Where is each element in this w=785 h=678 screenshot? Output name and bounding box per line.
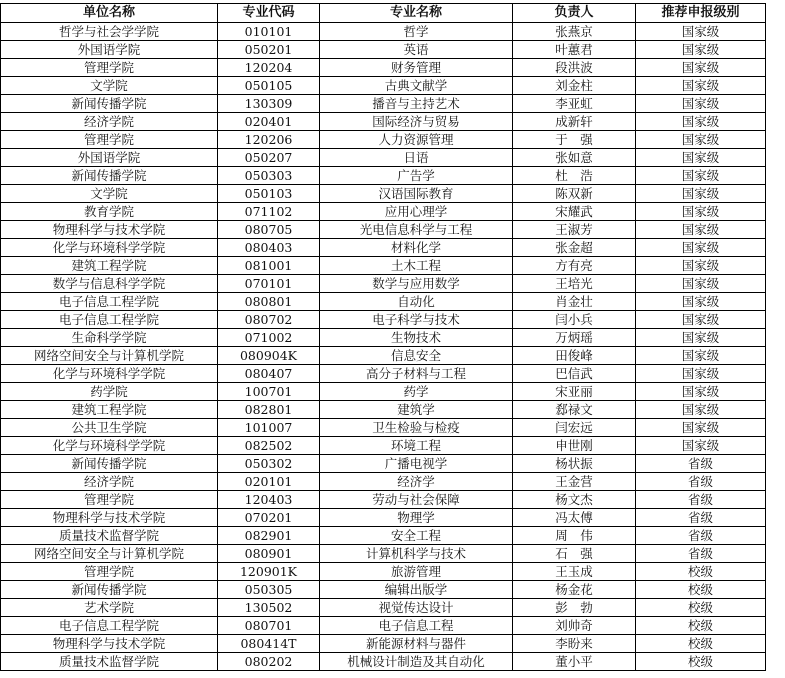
person-in-charge-cell: 冯太傅 — [513, 509, 636, 527]
major-name-cell: 哲学 — [320, 23, 513, 41]
major-code-cell: 070201 — [218, 509, 320, 527]
recommended-level-cell: 国家级 — [636, 203, 766, 221]
table-row — [1, 617, 766, 635]
recommended-level-cell: 国家级 — [636, 239, 766, 257]
major-name-cell: 劳动与社会保障 — [320, 491, 513, 509]
major-name-cell: 电子科学与技术 — [320, 311, 513, 329]
major-name-cell: 电子信息工程 — [320, 617, 513, 635]
table-row — [1, 563, 766, 581]
table-row — [1, 437, 766, 455]
table-row — [1, 401, 766, 419]
recommended-level-cell: 省级 — [636, 509, 766, 527]
recommended-level-cell: 国家级 — [636, 293, 766, 311]
major-name-cell: 汉语国际教育 — [320, 185, 513, 203]
person-in-charge-cell: 张如意 — [513, 149, 636, 167]
unit-name-cell: 文学院 — [1, 185, 218, 203]
table-row — [1, 329, 766, 347]
major-code-cell: 080702 — [218, 311, 320, 329]
table-row — [1, 491, 766, 509]
major-code-cell: 082502 — [218, 437, 320, 455]
major-name-cell: 广播电视学 — [320, 455, 513, 473]
major-code-cell: 080801 — [218, 293, 320, 311]
major-code-cell: 071102 — [218, 203, 320, 221]
major-name-cell: 计算机科学与技术 — [320, 545, 513, 563]
unit-name-cell: 化学与环境科学学院 — [1, 365, 218, 383]
table-row — [1, 635, 766, 653]
recommended-level-cell: 国家级 — [636, 401, 766, 419]
major-name-cell: 生物技术 — [320, 329, 513, 347]
major-name-cell: 国际经济与贸易 — [320, 113, 513, 131]
major-code-cell: 082901 — [218, 527, 320, 545]
recommended-level-cell: 国家级 — [636, 23, 766, 41]
recommended-level-cell: 国家级 — [636, 59, 766, 77]
person-in-charge-cell: 陈双新 — [513, 185, 636, 203]
person-in-charge-cell: 郄禄文 — [513, 401, 636, 419]
table-row — [1, 77, 766, 95]
unit-name-cell: 质量技术监督学院 — [1, 653, 218, 671]
unit-name-cell: 管理学院 — [1, 563, 218, 581]
recommended-level-cell: 国家级 — [636, 311, 766, 329]
table-row — [1, 239, 766, 257]
major-name-cell: 环境工程 — [320, 437, 513, 455]
recommended-level-cell: 省级 — [636, 473, 766, 491]
table-row — [1, 419, 766, 437]
person-in-charge-cell: 万炳瑶 — [513, 329, 636, 347]
recommended-level-cell: 校级 — [636, 635, 766, 653]
unit-name-cell: 哲学与社会学学院 — [1, 23, 218, 41]
recommended-level-cell: 省级 — [636, 491, 766, 509]
major-code-cell: 050201 — [218, 41, 320, 59]
major-name-cell: 药学 — [320, 383, 513, 401]
major-name-cell: 财务管理 — [320, 59, 513, 77]
major-name-cell: 卫生检验与检疫 — [320, 419, 513, 437]
major-code-cell: 050105 — [218, 77, 320, 95]
person-in-charge-cell: 闫小兵 — [513, 311, 636, 329]
major-code-cell: 080202 — [218, 653, 320, 671]
recommended-level-cell: 国家级 — [636, 77, 766, 95]
person-in-charge-cell: 王玉成 — [513, 563, 636, 581]
major-code-cell: 050103 — [218, 185, 320, 203]
table-row — [1, 581, 766, 599]
recommended-level-cell: 校级 — [636, 599, 766, 617]
unit-name-cell: 经济学院 — [1, 113, 218, 131]
major-code-cell: 020101 — [218, 473, 320, 491]
person-in-charge-cell: 于 强 — [513, 131, 636, 149]
person-in-charge-cell: 刘金柱 — [513, 77, 636, 95]
recommended-level-cell: 国家级 — [636, 275, 766, 293]
major-name-cell: 编辑出版学 — [320, 581, 513, 599]
unit-name-cell: 艺术学院 — [1, 599, 218, 617]
unit-name-cell: 质量技术监督学院 — [1, 527, 218, 545]
major-name-cell: 数学与应用数学 — [320, 275, 513, 293]
table-body — [1, 23, 766, 671]
major-code-cell: 120901K — [218, 563, 320, 581]
unit-name-cell: 电子信息工程学院 — [1, 311, 218, 329]
person-in-charge-cell: 段洪波 — [513, 59, 636, 77]
unit-name-cell: 物理科学与技术学院 — [1, 509, 218, 527]
table-row — [1, 95, 766, 113]
person-in-charge-cell: 刘帅奇 — [513, 617, 636, 635]
recommended-level-cell: 省级 — [636, 527, 766, 545]
major-name-cell: 信息安全 — [320, 347, 513, 365]
header-unit-name: 单位名称 — [1, 4, 218, 23]
unit-name-cell: 建筑工程学院 — [1, 401, 218, 419]
table-header-row — [1, 4, 766, 23]
unit-name-cell: 数学与信息科学学院 — [1, 275, 218, 293]
person-in-charge-cell: 李亚虹 — [513, 95, 636, 113]
table-row — [1, 41, 766, 59]
major-code-cell: 050207 — [218, 149, 320, 167]
major-code-cell: 081001 — [218, 257, 320, 275]
recommended-level-cell: 国家级 — [636, 113, 766, 131]
major-name-cell: 古典文献学 — [320, 77, 513, 95]
unit-name-cell: 管理学院 — [1, 59, 218, 77]
person-in-charge-cell: 杜 浩 — [513, 167, 636, 185]
person-in-charge-cell: 叶蕙君 — [513, 41, 636, 59]
unit-name-cell: 化学与环境科学学院 — [1, 239, 218, 257]
table-row — [1, 59, 766, 77]
recommended-level-cell: 国家级 — [636, 365, 766, 383]
recommended-level-cell: 国家级 — [636, 437, 766, 455]
recommended-level-cell: 国家级 — [636, 185, 766, 203]
unit-name-cell: 新闻传播学院 — [1, 167, 218, 185]
major-name-cell: 光电信息科学与工程 — [320, 221, 513, 239]
table-row — [1, 599, 766, 617]
table-row — [1, 23, 766, 41]
table-row — [1, 509, 766, 527]
major-code-cell: 050302 — [218, 455, 320, 473]
major-name-cell: 播音与主持艺术 — [320, 95, 513, 113]
document-page — [0, 3, 766, 671]
recommended-level-cell: 校级 — [636, 653, 766, 671]
person-in-charge-cell: 成新轩 — [513, 113, 636, 131]
unit-name-cell: 物理科学与技术学院 — [1, 635, 218, 653]
major-name-cell: 自动化 — [320, 293, 513, 311]
unit-name-cell: 外国语学院 — [1, 149, 218, 167]
table-row — [1, 275, 766, 293]
recommendation-table — [0, 3, 766, 671]
table-row — [1, 221, 766, 239]
recommended-level-cell: 省级 — [636, 455, 766, 473]
major-code-cell: 120204 — [218, 59, 320, 77]
table-row — [1, 185, 766, 203]
major-code-cell: 020401 — [218, 113, 320, 131]
table-row — [1, 149, 766, 167]
recommended-level-cell: 校级 — [636, 617, 766, 635]
major-name-cell: 视觉传达设计 — [320, 599, 513, 617]
major-name-cell: 材料化学 — [320, 239, 513, 257]
major-name-cell: 建筑学 — [320, 401, 513, 419]
major-name-cell: 经济学 — [320, 473, 513, 491]
table-row — [1, 383, 766, 401]
table-row — [1, 527, 766, 545]
person-in-charge-cell: 石 强 — [513, 545, 636, 563]
table-row — [1, 455, 766, 473]
recommended-level-cell: 国家级 — [636, 95, 766, 113]
unit-name-cell: 药学院 — [1, 383, 218, 401]
major-code-cell: 080705 — [218, 221, 320, 239]
major-name-cell: 机械设计制造及其自动化 — [320, 653, 513, 671]
major-code-cell: 120206 — [218, 131, 320, 149]
person-in-charge-cell: 李盼来 — [513, 635, 636, 653]
person-in-charge-cell: 王淑芳 — [513, 221, 636, 239]
recommended-level-cell: 国家级 — [636, 383, 766, 401]
unit-name-cell: 网络空间安全与计算机学院 — [1, 545, 218, 563]
major-code-cell: 100701 — [218, 383, 320, 401]
major-name-cell: 日语 — [320, 149, 513, 167]
person-in-charge-cell: 巴信武 — [513, 365, 636, 383]
header-major-code: 专业代码 — [218, 4, 320, 23]
recommended-level-cell: 国家级 — [636, 257, 766, 275]
major-name-cell: 旅游管理 — [320, 563, 513, 581]
table-row — [1, 347, 766, 365]
person-in-charge-cell: 张金超 — [513, 239, 636, 257]
major-code-cell: 101007 — [218, 419, 320, 437]
unit-name-cell: 新闻传播学院 — [1, 95, 218, 113]
person-in-charge-cell: 杨状振 — [513, 455, 636, 473]
person-in-charge-cell: 田俊峰 — [513, 347, 636, 365]
major-code-cell: 070101 — [218, 275, 320, 293]
table-row — [1, 131, 766, 149]
table-row — [1, 653, 766, 671]
unit-name-cell: 新闻传播学院 — [1, 581, 218, 599]
unit-name-cell: 物理科学与技术学院 — [1, 221, 218, 239]
unit-name-cell: 化学与环境科学学院 — [1, 437, 218, 455]
header-person-in-charge: 负责人 — [513, 4, 636, 23]
header-recommended-level: 推荐申报级别 — [636, 4, 766, 23]
major-code-cell: 010101 — [218, 23, 320, 41]
major-name-cell: 人力资源管理 — [320, 131, 513, 149]
table-row — [1, 203, 766, 221]
unit-name-cell: 公共卫生学院 — [1, 419, 218, 437]
person-in-charge-cell: 张燕京 — [513, 23, 636, 41]
major-code-cell: 071002 — [218, 329, 320, 347]
unit-name-cell: 外国语学院 — [1, 41, 218, 59]
person-in-charge-cell: 董小平 — [513, 653, 636, 671]
recommended-level-cell: 国家级 — [636, 221, 766, 239]
recommended-level-cell: 国家级 — [636, 347, 766, 365]
table-row — [1, 365, 766, 383]
major-name-cell: 应用心理学 — [320, 203, 513, 221]
recommended-level-cell: 校级 — [636, 563, 766, 581]
major-name-cell: 物理学 — [320, 509, 513, 527]
table-row — [1, 473, 766, 491]
unit-name-cell: 电子信息工程学院 — [1, 617, 218, 635]
table-row — [1, 257, 766, 275]
unit-name-cell: 网络空间安全与计算机学院 — [1, 347, 218, 365]
major-code-cell: 082801 — [218, 401, 320, 419]
major-name-cell: 安全工程 — [320, 527, 513, 545]
major-code-cell: 050303 — [218, 167, 320, 185]
person-in-charge-cell: 肖金壮 — [513, 293, 636, 311]
table-row — [1, 545, 766, 563]
major-name-cell: 高分子材料与工程 — [320, 365, 513, 383]
major-name-cell: 新能源材料与器件 — [320, 635, 513, 653]
major-code-cell: 080904K — [218, 347, 320, 365]
recommended-level-cell: 国家级 — [636, 131, 766, 149]
person-in-charge-cell: 申世刚 — [513, 437, 636, 455]
unit-name-cell: 文学院 — [1, 77, 218, 95]
major-code-cell: 050305 — [218, 581, 320, 599]
major-name-cell: 土木工程 — [320, 257, 513, 275]
person-in-charge-cell: 彭 勃 — [513, 599, 636, 617]
person-in-charge-cell: 周 伟 — [513, 527, 636, 545]
unit-name-cell: 管理学院 — [1, 491, 218, 509]
recommended-level-cell: 国家级 — [636, 167, 766, 185]
major-code-cell: 120403 — [218, 491, 320, 509]
unit-name-cell: 生命科学学院 — [1, 329, 218, 347]
major-code-cell: 080701 — [218, 617, 320, 635]
major-code-cell: 080407 — [218, 365, 320, 383]
table-row — [1, 293, 766, 311]
major-name-cell: 英语 — [320, 41, 513, 59]
major-code-cell: 080901 — [218, 545, 320, 563]
unit-name-cell: 管理学院 — [1, 131, 218, 149]
header-major-name: 专业名称 — [320, 4, 513, 23]
table-row — [1, 311, 766, 329]
person-in-charge-cell: 宋亚丽 — [513, 383, 636, 401]
person-in-charge-cell: 杨金花 — [513, 581, 636, 599]
major-name-cell: 广告学 — [320, 167, 513, 185]
recommended-level-cell: 国家级 — [636, 329, 766, 347]
recommended-level-cell: 国家级 — [636, 41, 766, 59]
major-code-cell: 130309 — [218, 95, 320, 113]
person-in-charge-cell: 闫宏远 — [513, 419, 636, 437]
table-row — [1, 167, 766, 185]
unit-name-cell: 电子信息工程学院 — [1, 293, 218, 311]
person-in-charge-cell: 杨文杰 — [513, 491, 636, 509]
person-in-charge-cell: 王金营 — [513, 473, 636, 491]
major-code-cell: 130502 — [218, 599, 320, 617]
table-row — [1, 113, 766, 131]
unit-name-cell: 新闻传播学院 — [1, 455, 218, 473]
unit-name-cell: 经济学院 — [1, 473, 218, 491]
recommended-level-cell: 国家级 — [636, 419, 766, 437]
person-in-charge-cell: 宋耀武 — [513, 203, 636, 221]
major-code-cell: 080414T — [218, 635, 320, 653]
person-in-charge-cell: 方有亮 — [513, 257, 636, 275]
major-code-cell: 080403 — [218, 239, 320, 257]
unit-name-cell: 建筑工程学院 — [1, 257, 218, 275]
recommended-level-cell: 省级 — [636, 545, 766, 563]
recommended-level-cell: 国家级 — [636, 149, 766, 167]
person-in-charge-cell: 王培光 — [513, 275, 636, 293]
recommended-level-cell: 校级 — [636, 581, 766, 599]
unit-name-cell: 教育学院 — [1, 203, 218, 221]
